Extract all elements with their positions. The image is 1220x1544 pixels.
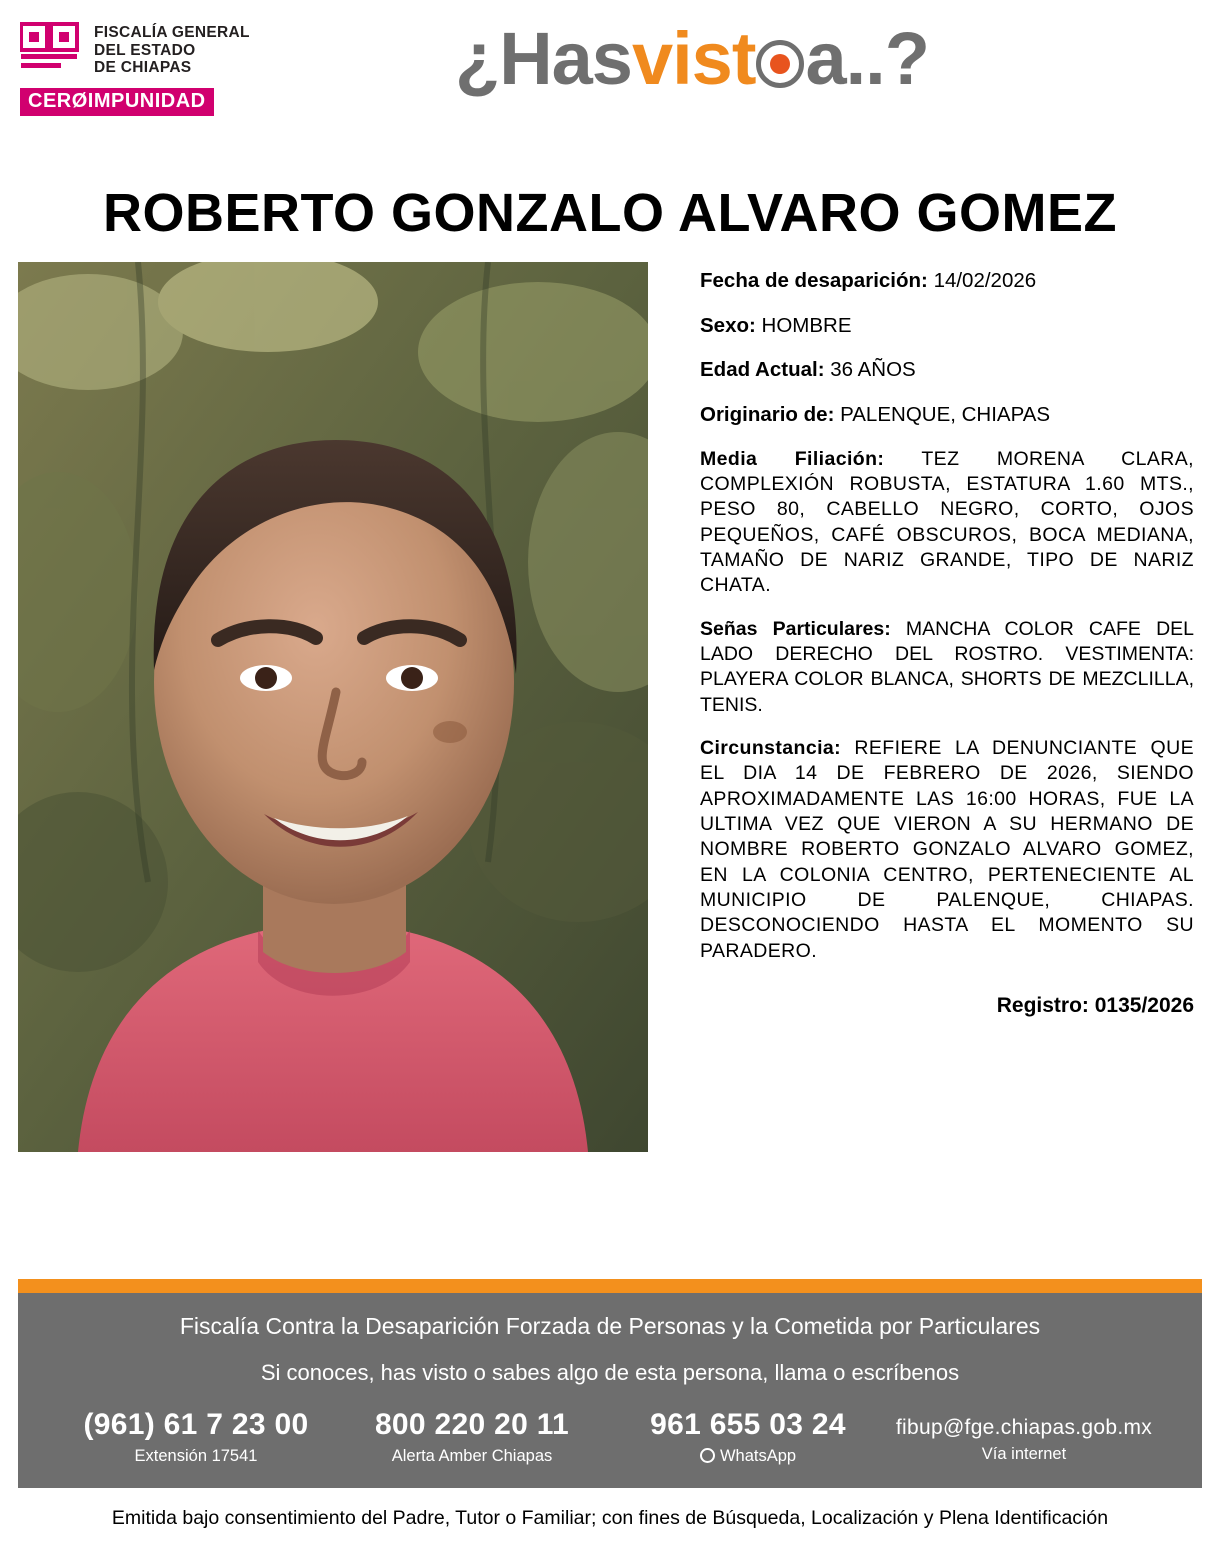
detail-label: Sexo: — [700, 313, 756, 337]
detail-sexo — [700, 313, 1194, 339]
fiscalia-seal-icon — [20, 22, 84, 78]
poster-footer — [18, 1279, 1202, 1488]
detail-value: REFIERE LA DENUNCIANTE QUE EL DIA 14 DE FEBRERO DE 2026, SIENDO APROXIMADAMENTE LAS 16:00 HORAS, FUE LA ULTIMA VEZ QUE VIERON A SU HERMANO DE NOMBRE ROBERTO GONZALO ALVARO GOMEZ, EN LA COLONIA CENTRO, PERTENECIENTE AL MUNICIPIO DE PALENQUE, CHIAPAS. DESCONOCIENDO HASTA EL MOMENTO SU PARADERO. — [700, 736, 1194, 962]
banner-text-has: ¿Has — [455, 17, 632, 100]
organization-branding — [20, 22, 290, 116]
detail-label: Fecha de desaparición: — [700, 269, 928, 292]
cero-label: CERØ — [28, 90, 88, 112]
detail-value: 14/02/2026 — [933, 269, 1037, 292]
detail-value: 36 AÑOS — [830, 358, 916, 382]
banner-text-visto: vist — [631, 17, 756, 100]
contact-caption: Alerta Amber Chiapas — [391, 1447, 553, 1465]
contact-caption — [610, 1447, 886, 1466]
contact-panel — [18, 1293, 1202, 1488]
contact-phone-amber[interactable] — [334, 1408, 610, 1466]
detail-label: Media Filiación: — [700, 447, 885, 470]
contact-email[interactable] — [886, 1408, 1162, 1464]
contact-list — [28, 1408, 1192, 1470]
detail-fecha-desaparicion — [700, 268, 1194, 294]
detail-value: MANCHA COLOR CAFE DEL LADO DERECHO DEL ROSTRO. VESTIMENTA: PLAYERA COLOR BLANCA, SHORTS DE MEZCLILLA, TENIS. — [700, 617, 1194, 716]
page-title: ROBERTO GONZALO ALVARO GOMEZ — [103, 183, 1117, 243]
eye-icon — [756, 40, 804, 88]
detail-edad-actual — [700, 357, 1194, 383]
org-name-line-3: DE CHIAPAS — [94, 59, 192, 76]
detail-label: Circunstancia: — [700, 736, 842, 759]
whatsapp-icon — [700, 1448, 715, 1463]
main-content — [0, 262, 1220, 1152]
impunidad-label: IMPUNIDAD — [87, 90, 206, 112]
org-name-line-1: FISCALÍA GENERAL — [94, 24, 250, 41]
detail-label: Originario de: — [700, 402, 835, 426]
org-name-line-2: DEL ESTADO — [94, 41, 196, 59]
has-visto-banner — [455, 17, 929, 100]
office-name: Fiscalía Contra la Desaparición Forzada de Personas y la Cometida por Particulares — [179, 1313, 1041, 1339]
contact-number[interactable]: 800 220 20 11 — [374, 1408, 570, 1441]
contact-number[interactable]: (961) 61 7 23 00 — [83, 1408, 309, 1441]
person-photo — [18, 262, 648, 1152]
contact-caption: Vía internet — [981, 1445, 1067, 1464]
contact-whatsapp[interactable] — [610, 1408, 886, 1466]
contact-caption-text: WhatsApp — [719, 1447, 797, 1465]
detail-value: HOMBRE — [761, 313, 852, 337]
contact-caption: Extensión 17541 — [134, 1447, 258, 1465]
detail-circunstancia — [700, 736, 1194, 964]
banner-text-a: a..? — [805, 17, 929, 100]
registro-number: Registro: 0135/2026 — [996, 994, 1194, 1018]
organization-name — [94, 22, 250, 77]
contact-email-address[interactable]: fibup@fge.chiapas.gob.mx — [895, 1416, 1153, 1439]
poster-header — [0, 0, 1220, 168]
call-to-action: Si conoces, has visto o sabes algo de esta persona, llama o escríbenos — [260, 1360, 960, 1385]
detail-label: Edad Actual: — [700, 358, 825, 382]
orange-divider — [18, 1279, 1202, 1293]
detail-originario-de — [700, 402, 1194, 428]
contact-number[interactable]: 961 655 03 24 — [650, 1408, 846, 1441]
detail-value: PALENQUE, CHIAPAS — [840, 402, 1051, 426]
cero-impunidad-badge — [20, 88, 290, 116]
detail-senas-particulares — [700, 617, 1194, 718]
disclaimer-text: Emitida bajo consentimiento del Padre, Tutor o Familiar; con fines de Búsqueda, Localización y Plena Identificación — [111, 1507, 1109, 1529]
contact-phone-main[interactable] — [58, 1408, 334, 1466]
details-panel — [648, 262, 1202, 1018]
detail-media-filiacion — [700, 447, 1194, 599]
detail-label: Señas Particulares: — [700, 617, 891, 640]
detail-value: TEZ MORENA CLARA, COMPLEXIÓN ROBUSTA, ESTATURA 1.60 MTS., PESO 80, CABELLO NEGRO, CORTO, OJOS PEQUEÑOS, CAFÉ OBSCUROS, BOCA MEDIANA, TAMAÑO DE NARIZ GRANDE, TIPO DE NARIZ CHATA. — [700, 447, 1194, 597]
